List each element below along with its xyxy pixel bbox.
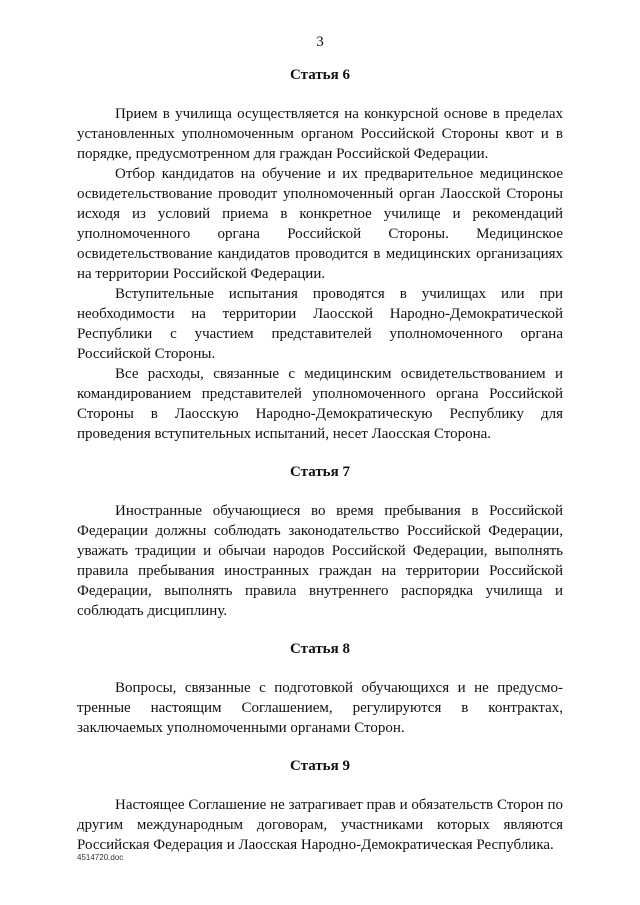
article-title: Статья 8 [290, 641, 350, 657]
article-8 [77, 640, 563, 738]
document-filename-footer: 4514720.doc [77, 853, 124, 862]
article-paragraph: Отбор кандидатов на обучение и их предварительное медицинское освидетельствование проводит уполномоченный орган Лаосской Стороны исходя из условий приема в конкретное училище и рекомендаций уполномоченного органа Российской Стороны. Медицинское освидетельствование кандидатов проводится в медицинских организациях на территории Российской Федерации. [77, 166, 563, 282]
article-title: Статья 7 [290, 464, 350, 480]
article-paragraph: Настоящее Соглашение не затрагивает прав и обязательств Сторон по другим международным договорам, участниками которых являются Российская Федерация и Лаосская Народно-Демократическая Республика. [77, 797, 563, 853]
article-7 [77, 463, 563, 621]
page-number: 3 [316, 34, 324, 50]
article-paragraph: Вопросы, связанные с подготовкой обучающихся и не предусмо-тренные настоящим Соглашением, регулируются в контрактах, заключаемых уполномоченными органами Сторон. [77, 680, 563, 736]
article-9 [77, 757, 563, 855]
article-6 [77, 66, 563, 444]
article-title: Статья 6 [290, 67, 350, 83]
article-title: Статья 9 [290, 758, 350, 774]
article-paragraph: Все расходы, связанные с медицинским освидетельствованием и командированием представителей уполномоченного органа Российской Стороны в Лаосскую Народно-Демократическую Республику для проведения вступительных испытаний, несет Лаосская Сторона. [77, 366, 563, 442]
document-body [77, 66, 563, 855]
article-paragraph: Иностранные обучающиеся во время пребывания в Российской Федерации должны соблюдать законодательство Российской Федерации, уважать традиции и обычаи народов Российской Федерации, выполнять правила пребывания иностранных граждан на территории Российской Федерации, выполнять правила внутреннего распорядка училища и соблюдать дисциплину. [77, 503, 563, 619]
article-paragraph: Прием в училища осуществляется на конкурсной основе в пределах установленных уполномоченным органом Российской Стороны квот и в порядке, предусмотренном для граждан Российской Федерации. [77, 106, 563, 162]
article-paragraph: Вступительные испытания проводятся в училищах или при необходимости на территории Лаосской Народно-Демократической Республики с участием представителей уполномоченного органа Российской Стороны. [77, 286, 563, 362]
